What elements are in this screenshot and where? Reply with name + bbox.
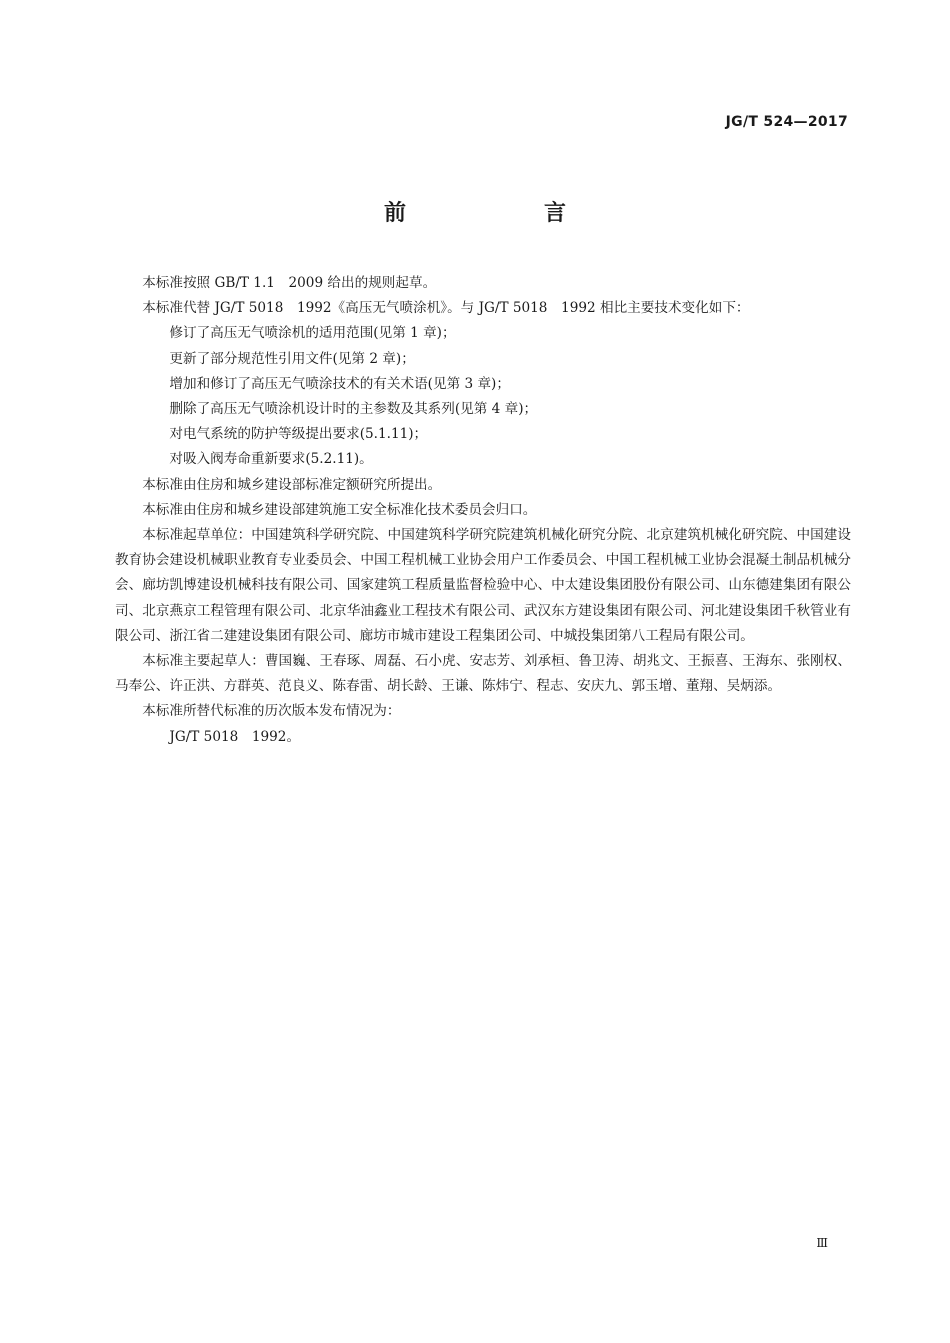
- page-title: 前 言: [383, 201, 624, 226]
- list-item: 增加和修订了高压无气喷涂技术的有关术语(见第 3 章)；: [169, 375, 510, 392]
- paragraph-committee: 本标准由住房和城乡建设部建筑施工安全标准化技术委员会归口。: [142, 501, 537, 518]
- list-item: 删除了高压无气喷涂机设计时的主参数及其系列(见第 4 章)；: [169, 401, 538, 418]
- paragraph-replacement: 本标准代替 JG/T 5018 1992《高压无气喷涂机》。与 JG/T 5018 1992 相比主要技术变化如下：: [142, 300, 750, 317]
- list-item: 更新了部分规范性引用文件(见第 2 章)；: [169, 350, 415, 367]
- list-item: 对吸入阀寿命重新要求(5.2.11)。: [169, 451, 373, 468]
- list-item: 修订了高压无气喷涂机的适用范围(见第 1 章)；: [169, 325, 456, 342]
- paragraph-history-intro: 本标准所替代标准的历次版本发布情况为：: [142, 703, 401, 720]
- paragraph-drafting-rule: 本标准按照 GB/T 1.1 2009 给出的规则起草。: [142, 275, 437, 291]
- history-item: JG/T 5018 1992。: [169, 728, 301, 745]
- paragraph-proposer: 本标准由住房和城乡建设部标准定额研究所提出。: [142, 476, 442, 493]
- paragraph-drafters: 本标准主要起草人：曹国巍、王春琢、周磊、石小虎、安志芳、刘承桓、鲁卫涛、胡兆文、王振喜、王海东、张刚权、马奉公、许正洪、方群英、范良义、陈春雷、胡长龄、王谦、陈炜宁、程志、安庆九、郭玉增、董翔、吴炳添。: [115, 653, 851, 695]
- list-item: 对电气系统的防护等级提出要求(5.1.11)；: [169, 426, 428, 443]
- foreword-body: [115, 271, 851, 750]
- standard-number: JG/T 524—2017: [725, 114, 848, 130]
- page-number: Ⅲ: [816, 1236, 828, 1250]
- paragraph-drafting-units: 本标准起草单位：中国建筑科学研究院、中国建筑科学研究院建筑机械化研究分院、北京建筑机械化研究院、中国建设教育协会建设机械职业教育专业委员会、中国工程机械工业协会用户工作委员会、中国工程机械工业协会混凝土制品机械分会、廊坊凯博建设机械科技有限公司、国家建筑工程质量监督检验中心、中太建设集团股份有限公司、山东德建集团有限公司、北京燕京工程管理有限公司、北京华油鑫业工程技术有限公司、武汉东方建设集团有限公司、河北建设集团千秋管业有限公司、浙江省二建建设集团有限公司、廊坊市城市建设工程集团公司、中城投集团第八工程局有限公司。: [115, 527, 851, 644]
